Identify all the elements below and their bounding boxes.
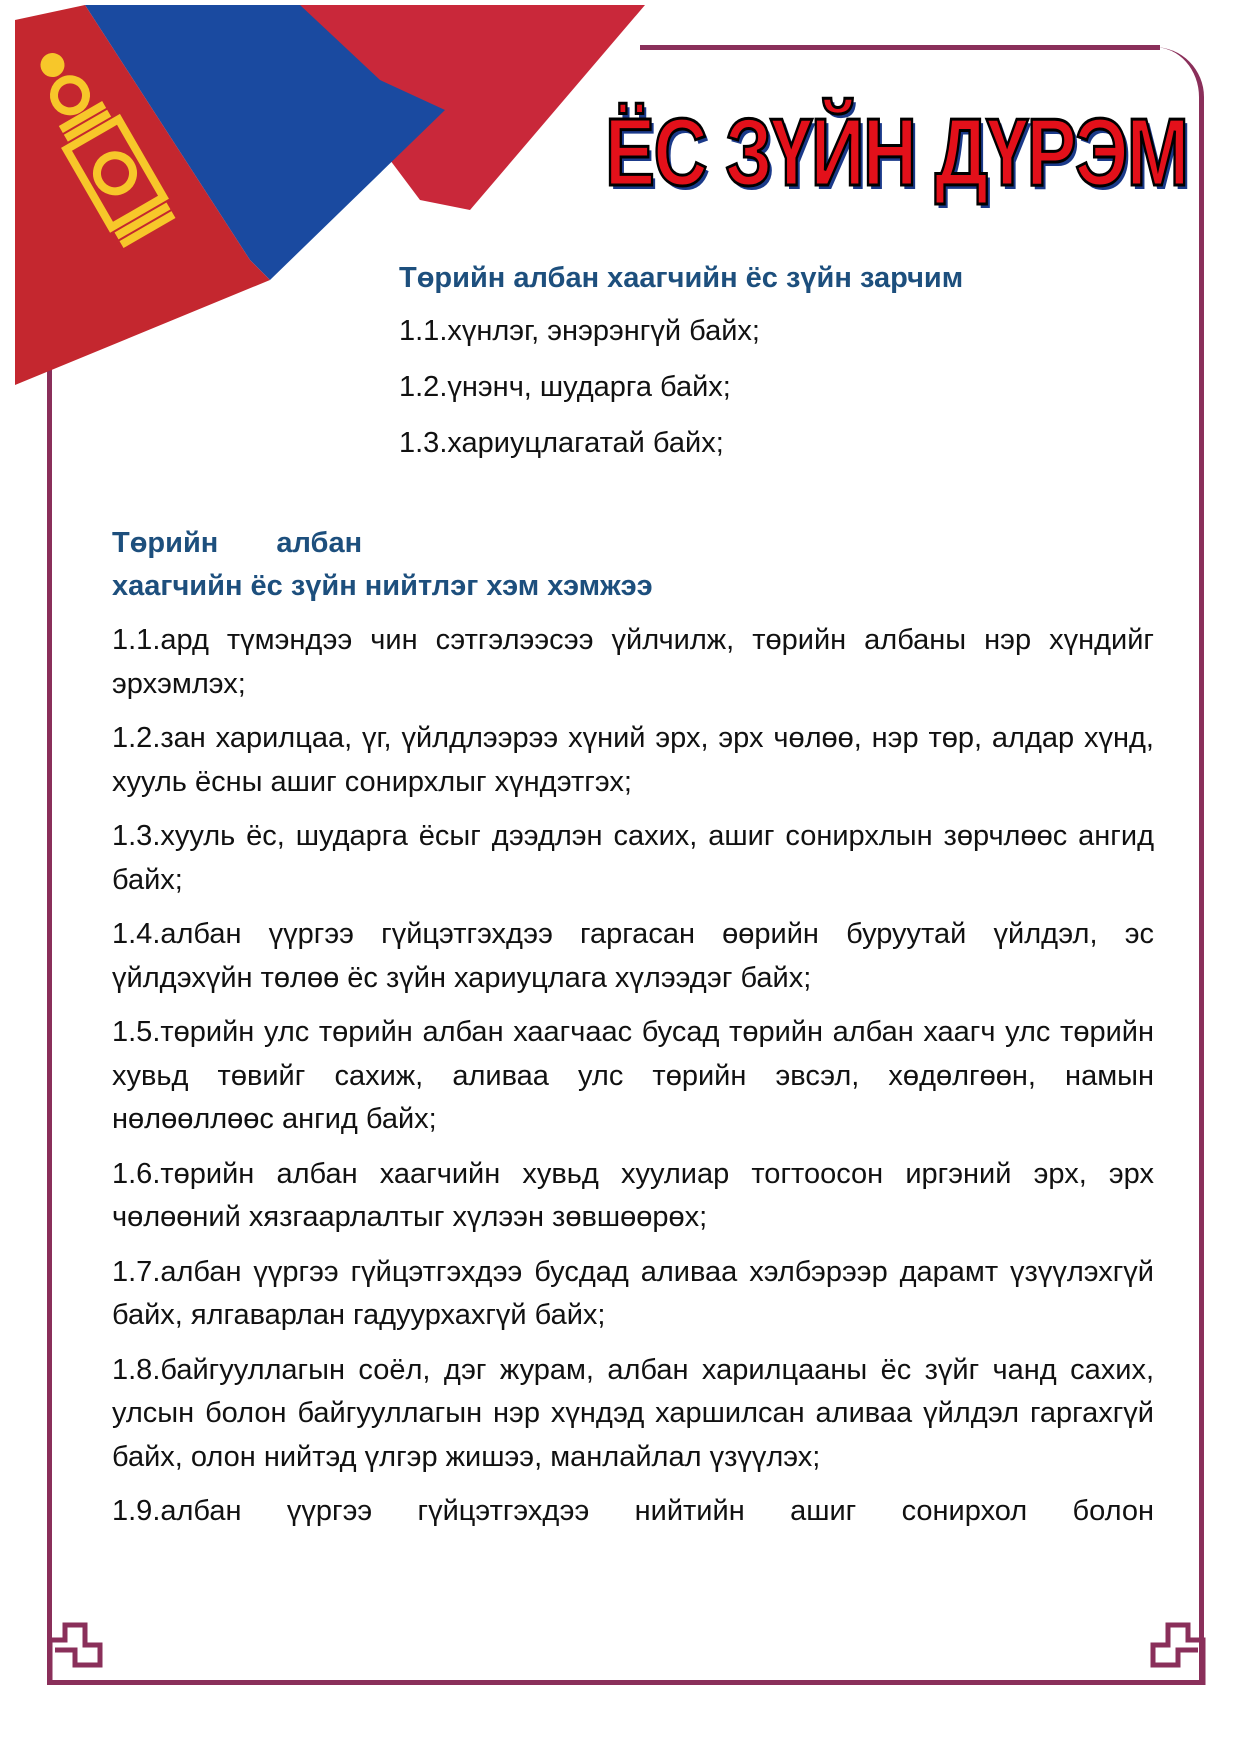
list-item: 1.1.хүнлэг, энэрэнгүй байх;	[399, 315, 760, 347]
list-item: 1.1.ард түмэндээ чин сэтгэлээсээ үйлчилж, төрийн албаны нэр хүндийг эрхэмлэх;	[112, 624, 1154, 700]
page-frame-top-border	[640, 45, 1160, 50]
list-item: 1.2.үнэнч, шударга байх;	[399, 371, 731, 403]
section-heading-line1: Төрийн албан	[112, 527, 363, 559]
list-item: 1.6.төрийн албан хаагчийн хувьд хуулиар тогтоосон иргэний эрх, эрх чөлөөний хязгаарлалтыг хүлээн зөвшөөрөх;	[112, 1157, 1154, 1233]
section-heading: Төрийн албан хаагчийн ёс зүйн зарчим	[399, 262, 964, 294]
list-item: 1.7.албан үүргээ гүйцэтгэхдээ бусдад аливаа хэлбэрээр дарамт үзүүлэхгүй байх, ялгаварлан гадуурхахгүй байх;	[112, 1255, 1154, 1331]
ethics-norms-section	[112, 522, 1154, 1534]
ethics-principles-section	[399, 262, 963, 483]
list-item: 1.3.хариуцлагатай байх;	[399, 427, 724, 459]
section-heading-line2: хаагчийн ёс зүйн нийтлэг хэм хэмжээ	[112, 570, 653, 602]
page-title: ЁС ЗҮЙН ДҮРЭМ	[605, 99, 1188, 206]
list-item: 1.5.төрийн улс төрийн албан хаагчаас бусад төрийн албан хаагч улс төрийн хувьд төвийг сахиж, аливаа улс төрийн эвсэл, хөдөлгөөн, намын нөлөөллөөс ангид байх;	[112, 1016, 1154, 1135]
list-item: 1.8.байгууллагын соёл, дэг журам, албан харилцааны ёс зүйг чанд сахих, улсын болон байгууллагын нэр хүндэд харшилсан аливаа үйлдэл гаргахгүй байх, олон нийтэд үлгэр жишээ, манлайлал үзүүлэх;	[112, 1353, 1154, 1473]
right-corner-knot-ornament	[1148, 1600, 1208, 1690]
list-item: 1.9.албан үүргээ гүйцэтгэхдээ нийтийн ашиг сонирхол болон	[112, 1495, 1154, 1527]
list-item: 1.3.хууль ёс, шударга ёсыг дээдлэн сахих, ашиг сонирхлын зөрчлөөс ангид байх;	[112, 820, 1154, 896]
left-corner-knot-ornament	[45, 1600, 105, 1690]
list-item: 1.4.албан үүргээ гүйцэтгэхдээ гаргасан өөрийн буруутай үйлдэл, эс үйлдэхүйн төлөө ёс зүйн хариуцлага хүлээдэг байх;	[112, 918, 1154, 994]
list-item: 1.2.зан харилцаа, үг, үйлдлээрээ хүний эрх, эрх чөлөө, нэр төр, алдар хүнд, хууль ёсны ашиг сонирхлыг хүндэтгэх;	[112, 722, 1154, 798]
